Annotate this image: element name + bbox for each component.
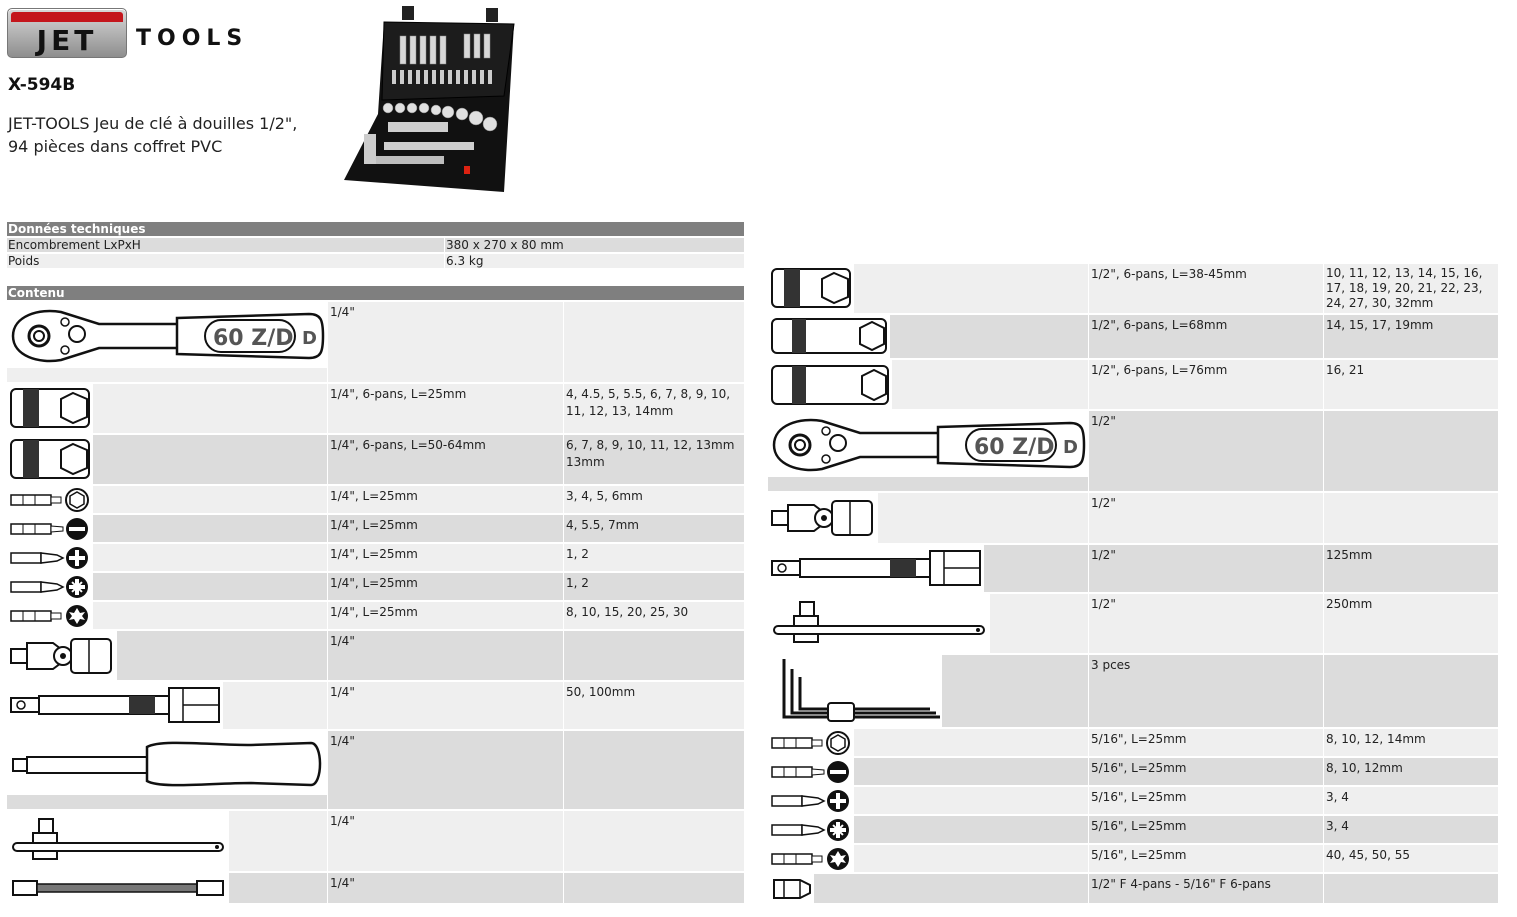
item-sizes bbox=[564, 811, 744, 871]
item-spec: 1/2", 6-pans, L=76mm bbox=[1089, 360, 1323, 409]
item-sizes: 3, 4 bbox=[1324, 787, 1498, 814]
item-spec: 1/4" bbox=[328, 302, 563, 382]
item-spec: 1/2", 6-pans, L=68mm bbox=[1089, 315, 1323, 358]
item-image-cell bbox=[7, 811, 327, 871]
item-spec: 1/4", L=25mm bbox=[328, 602, 563, 629]
item-sizes bbox=[564, 631, 744, 680]
item-image-cell bbox=[768, 315, 1088, 358]
item-sizes: 4, 4.5, 5, 5.5, 6, 7, 8, 9, 10, 11, 12, 13, 14mm bbox=[564, 384, 744, 433]
socket-short-icon bbox=[770, 265, 854, 311]
table-row bbox=[7, 811, 744, 871]
item-image-cell bbox=[7, 384, 327, 433]
torx-bit-icon bbox=[9, 604, 93, 628]
item-spec: 1/2" bbox=[1089, 594, 1323, 653]
table-row bbox=[7, 682, 744, 729]
logo-main-text: JET bbox=[36, 24, 98, 57]
item-spec: 1/2", 6-pans, L=38-45mm bbox=[1089, 264, 1323, 313]
model-number: X-594B bbox=[8, 75, 76, 95]
hex-bit-icon bbox=[770, 731, 854, 755]
item-image-cell bbox=[768, 264, 1088, 313]
item-spec: 5/16", L=25mm bbox=[1089, 816, 1323, 843]
item-sizes: 1, 2 bbox=[564, 544, 744, 571]
ratchet-icon bbox=[770, 413, 1086, 477]
item-image-cell bbox=[768, 816, 1088, 843]
table-row bbox=[7, 384, 744, 433]
item-image-cell bbox=[768, 845, 1088, 872]
item-spec: 1/4", 6-pans, L=25mm bbox=[328, 384, 563, 433]
item-sizes: 8, 10, 12mm bbox=[1324, 758, 1498, 785]
item-spec: 5/16", L=25mm bbox=[1089, 845, 1323, 872]
item-image-cell bbox=[768, 594, 1088, 653]
socket-deep-icon bbox=[9, 436, 93, 482]
item-image-cell bbox=[7, 302, 327, 382]
item-spec: 5/16", L=25mm bbox=[1089, 729, 1323, 756]
logo-sub-text: TOOLS bbox=[136, 26, 249, 51]
flex-extension-icon bbox=[11, 875, 227, 901]
table-row bbox=[7, 302, 744, 382]
table-row bbox=[7, 435, 744, 484]
item-image-cell bbox=[768, 360, 1088, 409]
item-spec: 3 pces bbox=[1089, 655, 1323, 727]
table-row bbox=[768, 816, 1498, 843]
phillips-bit-icon bbox=[9, 546, 93, 570]
table-row bbox=[768, 729, 1498, 756]
table-row bbox=[768, 655, 1498, 727]
item-image-cell bbox=[768, 874, 1088, 903]
torx-bit-icon bbox=[770, 847, 854, 871]
tech-value: 6.3 kg bbox=[445, 254, 744, 268]
item-image-cell bbox=[7, 515, 327, 542]
item-spec: 1/4" bbox=[328, 811, 563, 871]
item-sizes bbox=[1324, 493, 1498, 543]
adapter-icon bbox=[770, 876, 814, 902]
tech-row bbox=[7, 238, 744, 252]
table-row bbox=[768, 411, 1498, 491]
table-row bbox=[768, 493, 1498, 543]
table-row bbox=[7, 486, 744, 513]
contents-section-header: Contenu bbox=[7, 286, 744, 300]
item-image-cell bbox=[768, 545, 1088, 592]
item-sizes: 4, 5.5, 7mm bbox=[564, 515, 744, 542]
item-image-cell bbox=[7, 631, 327, 680]
tech-label: Poids bbox=[7, 254, 444, 268]
table-row bbox=[7, 602, 744, 629]
tech-section-header: Données techniques bbox=[7, 222, 744, 236]
item-image-cell bbox=[768, 493, 1088, 543]
item-sizes bbox=[564, 873, 744, 903]
table-row bbox=[768, 845, 1498, 872]
item-sizes bbox=[564, 731, 744, 809]
item-spec: 5/16", L=25mm bbox=[1089, 758, 1323, 785]
slotted-bit-icon bbox=[9, 517, 93, 541]
t-bar-icon bbox=[772, 598, 986, 648]
item-spec: 1/4", 6-pans, L=50-64mm bbox=[328, 435, 563, 484]
universal-joint-icon bbox=[770, 495, 876, 541]
universal-joint-icon bbox=[9, 633, 115, 679]
table-row bbox=[768, 360, 1498, 409]
item-image-cell bbox=[7, 486, 327, 513]
item-sizes: 6, 7, 8, 9, 10, 11, 12, 13mm 13mm bbox=[564, 435, 744, 484]
tech-row bbox=[7, 254, 744, 268]
item-sizes bbox=[1324, 655, 1498, 727]
tech-value: 380 x 270 x 80 mm bbox=[445, 238, 744, 252]
extension-bar-icon bbox=[9, 684, 221, 726]
item-spec: 1/4", L=25mm bbox=[328, 573, 563, 600]
extension-bar-icon bbox=[770, 547, 982, 589]
item-sizes bbox=[1324, 411, 1498, 491]
table-row bbox=[768, 758, 1498, 785]
item-image-cell bbox=[7, 573, 327, 600]
table-row bbox=[768, 545, 1498, 592]
hex-bit-icon bbox=[9, 488, 93, 512]
item-image-cell bbox=[768, 729, 1088, 756]
product-case-photo bbox=[344, 4, 516, 208]
socket-short-icon bbox=[9, 385, 93, 431]
table-row bbox=[768, 264, 1498, 313]
item-image-cell bbox=[7, 602, 327, 629]
item-image-cell bbox=[768, 787, 1088, 814]
table-row bbox=[768, 594, 1498, 653]
item-sizes bbox=[564, 302, 744, 382]
socket-deep-icon bbox=[770, 316, 890, 356]
item-image-cell bbox=[768, 758, 1088, 785]
table-row bbox=[7, 731, 744, 809]
item-sizes: 8, 10, 12, 14mm bbox=[1324, 729, 1498, 756]
item-sizes: 50, 100mm bbox=[564, 682, 744, 729]
table-row bbox=[7, 631, 744, 680]
item-image-cell bbox=[7, 435, 327, 484]
item-spec: 1/2" bbox=[1089, 411, 1323, 491]
item-spec: 1/2" bbox=[1089, 493, 1323, 543]
item-image-cell bbox=[768, 655, 1088, 727]
product-title bbox=[8, 112, 348, 158]
item-sizes: 8, 10, 15, 20, 25, 30 bbox=[564, 602, 744, 629]
product-title-line2: 94 pièces dans coffret PVC bbox=[8, 137, 223, 156]
item-image-cell bbox=[7, 731, 327, 809]
pozidriv-bit-icon bbox=[770, 818, 854, 842]
table-row bbox=[7, 873, 744, 903]
item-sizes: 40, 45, 50, 55 bbox=[1324, 845, 1498, 872]
product-title-line1: JET-TOOLS Jeu de clé à douilles 1/2", bbox=[8, 114, 298, 133]
slotted-bit-icon bbox=[770, 760, 854, 784]
item-spec: 1/4", L=25mm bbox=[328, 544, 563, 571]
item-sizes: 3, 4 bbox=[1324, 816, 1498, 843]
item-spec: 1/2" bbox=[1089, 545, 1323, 592]
item-sizes: 125mm bbox=[1324, 545, 1498, 592]
svg-text:D: D bbox=[1063, 437, 1078, 458]
ratchet-label: 60 Z/D bbox=[213, 326, 294, 351]
item-sizes: 3, 4, 5, 6mm bbox=[564, 486, 744, 513]
table-row bbox=[7, 515, 744, 542]
item-sizes: 250mm bbox=[1324, 594, 1498, 653]
item-sizes bbox=[1324, 874, 1498, 903]
t-bar-icon bbox=[11, 815, 225, 867]
item-sizes: 14, 15, 17, 19mm bbox=[1324, 315, 1498, 358]
phillips-bit-icon bbox=[770, 789, 854, 813]
item-spec: 1/4" bbox=[328, 682, 563, 729]
item-spec: 1/4" bbox=[328, 631, 563, 680]
spinner-handle-icon bbox=[11, 737, 325, 791]
tech-label: Encombrement LxPxH bbox=[7, 238, 444, 252]
item-spec: 5/16", L=25mm bbox=[1089, 787, 1323, 814]
pozidriv-bit-icon bbox=[9, 575, 93, 599]
item-sizes: 1, 2 bbox=[564, 573, 744, 600]
item-image-cell bbox=[7, 544, 327, 571]
item-spec: 1/2" F 4-pans - 5/16" F 6-pans bbox=[1089, 874, 1323, 903]
table-row bbox=[768, 787, 1498, 814]
ratchet-label: 60 Z/D bbox=[974, 435, 1055, 460]
table-row bbox=[7, 544, 744, 571]
item-image-cell bbox=[768, 411, 1088, 491]
item-spec: 1/4", L=25mm bbox=[328, 486, 563, 513]
item-image-cell bbox=[7, 682, 327, 729]
item-spec: 1/4" bbox=[328, 873, 563, 903]
table-row bbox=[7, 573, 744, 600]
ratchet-icon bbox=[9, 304, 325, 368]
item-sizes: 10, 11, 12, 13, 14, 15, 16, 17, 18, 19, 20, 21, 22, 23, 24, 27, 30, 32mm bbox=[1324, 264, 1498, 313]
table-row bbox=[768, 874, 1498, 903]
item-spec: 1/4", L=25mm bbox=[328, 515, 563, 542]
socket-deep-icon bbox=[770, 363, 892, 407]
hex-key-icon bbox=[770, 657, 942, 725]
item-image-cell bbox=[7, 873, 327, 903]
item-sizes: 16, 21 bbox=[1324, 360, 1498, 409]
item-spec: 1/4" bbox=[328, 731, 563, 809]
table-row bbox=[768, 315, 1498, 358]
svg-text:D: D bbox=[302, 328, 317, 349]
